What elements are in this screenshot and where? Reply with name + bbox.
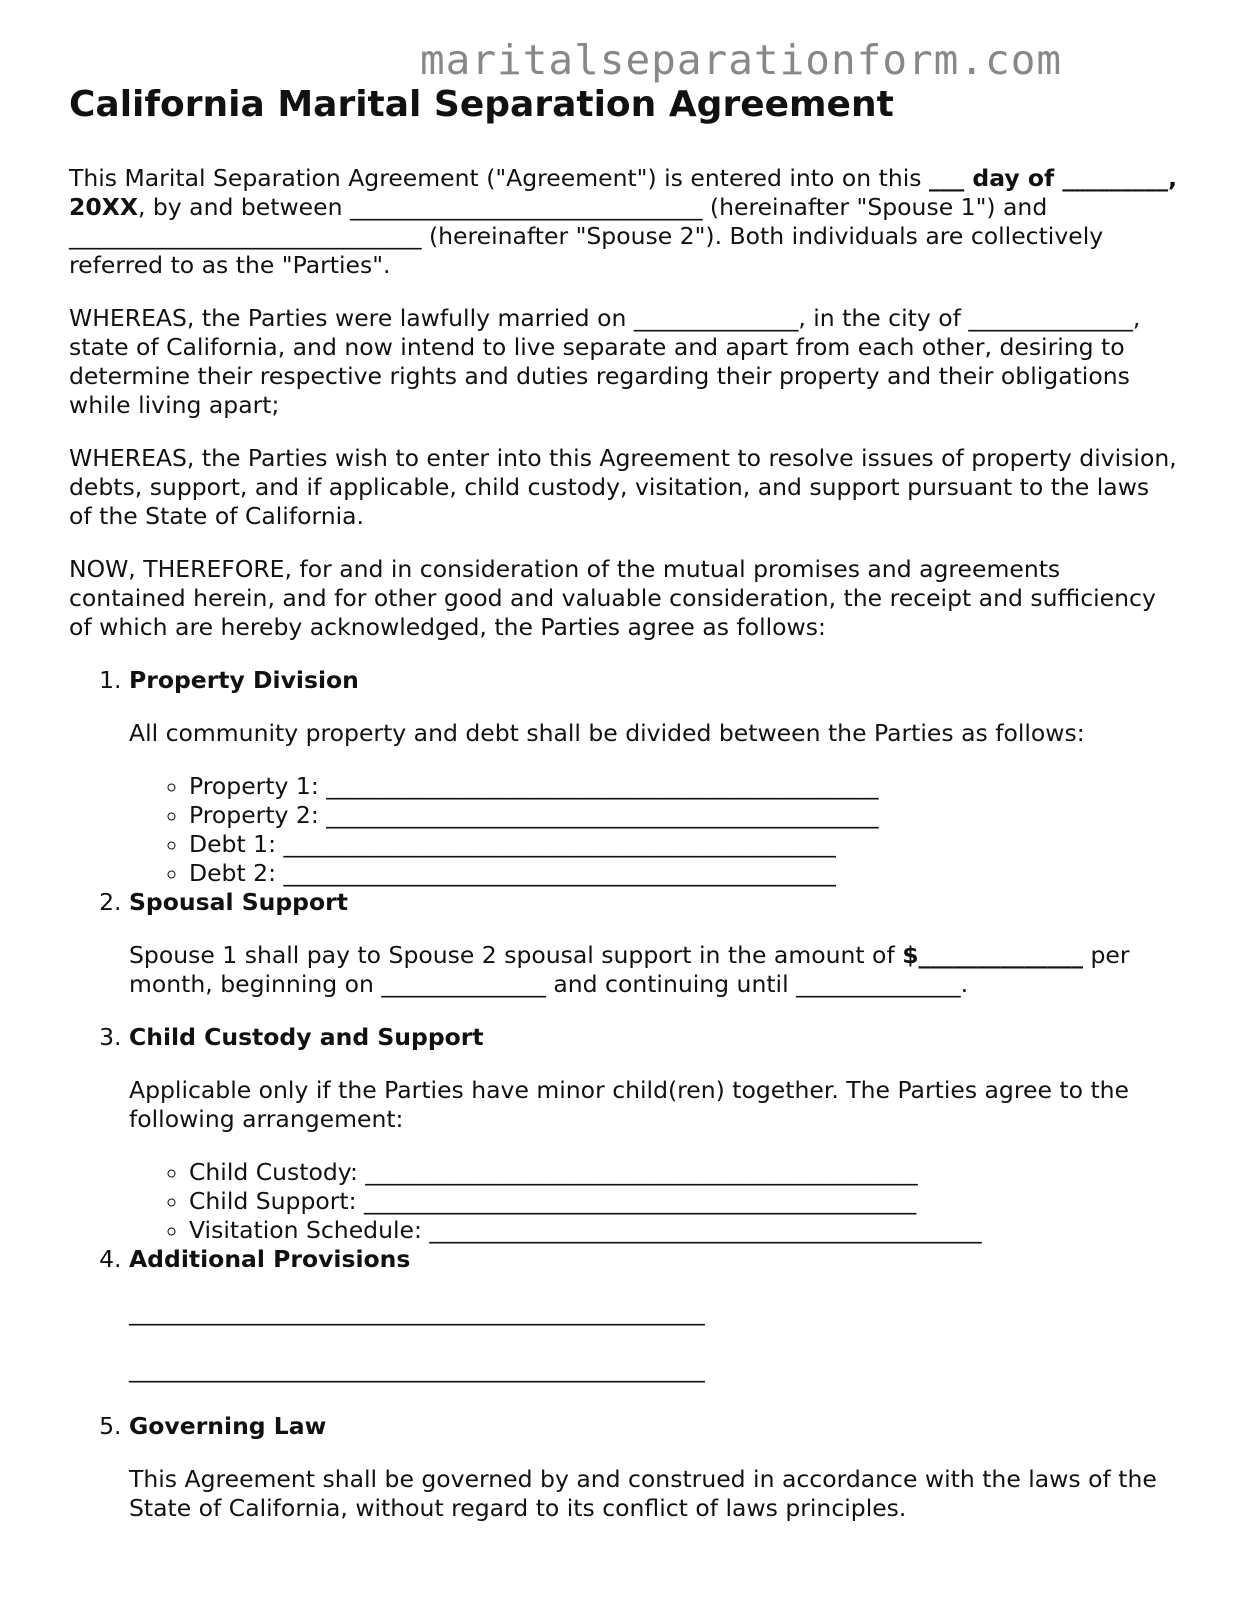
- property-field-list: [129, 772, 1179, 888]
- field-debt-2: ◦ Debt 2: _______________________________________________: [189, 859, 1179, 888]
- whereas-resolve-paragraph: WHEREAS, the Parties wish to enter into this Agreement to resolve issues of property division, debts, support, and if applicable, child custody, visitation, and support pursuant to the laws of the State of California.: [69, 444, 1177, 530]
- section-property-division: [129, 666, 1179, 888]
- document-page: [69, 82, 1179, 1547]
- section-body: All community property and debt shall be divided between the Parties as follows:: [129, 719, 1085, 747]
- document-title: California Marital Separation Agreement: [69, 84, 894, 125]
- now-therefore-paragraph: NOW, THEREFORE, for and in consideration of the mutual promises and agreements contained herein, and for other good and valuable consideration, the receipt and sufficiency of which are hereby acknowledged, the Parties agree as follows:: [69, 555, 1156, 641]
- sections-list: [69, 666, 1179, 1523]
- intro-paragraph: [69, 164, 1179, 280]
- section-title: 3. Child Custody and Support: [129, 1023, 484, 1051]
- field-child-custody: ◦ Child Custody: _______________________________________________: [189, 1158, 1179, 1187]
- section-spousal-support: [129, 888, 1179, 999]
- section-child-custody: [129, 1023, 1179, 1245]
- support-text-a: Spouse 1 shall pay to Spouse 2 spousal support in the amount of: [129, 941, 903, 969]
- section-governing-law: [129, 1412, 1179, 1523]
- support-text-c: per month, beginning on ______________ and continuing until ______________.: [129, 941, 1130, 998]
- intro-text-c: , by and between ______________________________ (hereinafter "Spouse 1") and ______________________________ (hereinafter "Spouse 2"). Both individuals are collectively referred to as the "Parties".: [69, 193, 1104, 279]
- intro-date-blank: ___ day of _________, 20XX: [69, 164, 1178, 221]
- section-title: 4. Additional Provisions: [129, 1245, 411, 1273]
- intro-text-a: This Marital Separation Agreement ("Agreement") is entered into on this: [69, 164, 929, 192]
- section-body: [129, 941, 1179, 999]
- watermark: maritalseparationform.com: [420, 36, 1063, 84]
- provision-blank-line: _________________________________________________: [129, 1355, 705, 1383]
- custody-field-list: [129, 1158, 1179, 1245]
- support-amount-blank: $______________: [902, 941, 1084, 969]
- provision-blank-line: _________________________________________________: [129, 1298, 705, 1326]
- section-title: 1. Property Division: [129, 666, 359, 694]
- section-body: Applicable only if the Parties have minor child(ren) together. The Parties agree to the following arrangement:: [129, 1076, 1130, 1133]
- whereas-marriage-paragraph: WHEREAS, the Parties were lawfully married on ______________, in the city of ______________, state of California, and now intend to live separate and apart from each other, desiring to determine their respective rights and duties regarding their property and their obligations while living apart;: [69, 304, 1141, 419]
- field-visitation-schedule: ◦ Visitation Schedule: _______________________________________________: [189, 1216, 1179, 1245]
- section-body: This Agreement shall be governed by and construed in accordance with the laws of the State of California, without regard to its conflict of laws principles.: [129, 1465, 1157, 1522]
- section-title: 2. Spousal Support: [129, 888, 348, 916]
- section-title: 5. Governing Law: [129, 1412, 327, 1440]
- section-additional-provisions: [129, 1245, 1179, 1384]
- field-child-support: ◦ Child Support: _______________________________________________: [189, 1187, 1179, 1216]
- field-property-1: ◦ Property 1: _______________________________________________: [189, 772, 1179, 801]
- field-debt-1: ◦ Debt 1: _______________________________________________: [189, 830, 1179, 859]
- field-property-2: ◦ Property 2: _______________________________________________: [189, 801, 1179, 830]
